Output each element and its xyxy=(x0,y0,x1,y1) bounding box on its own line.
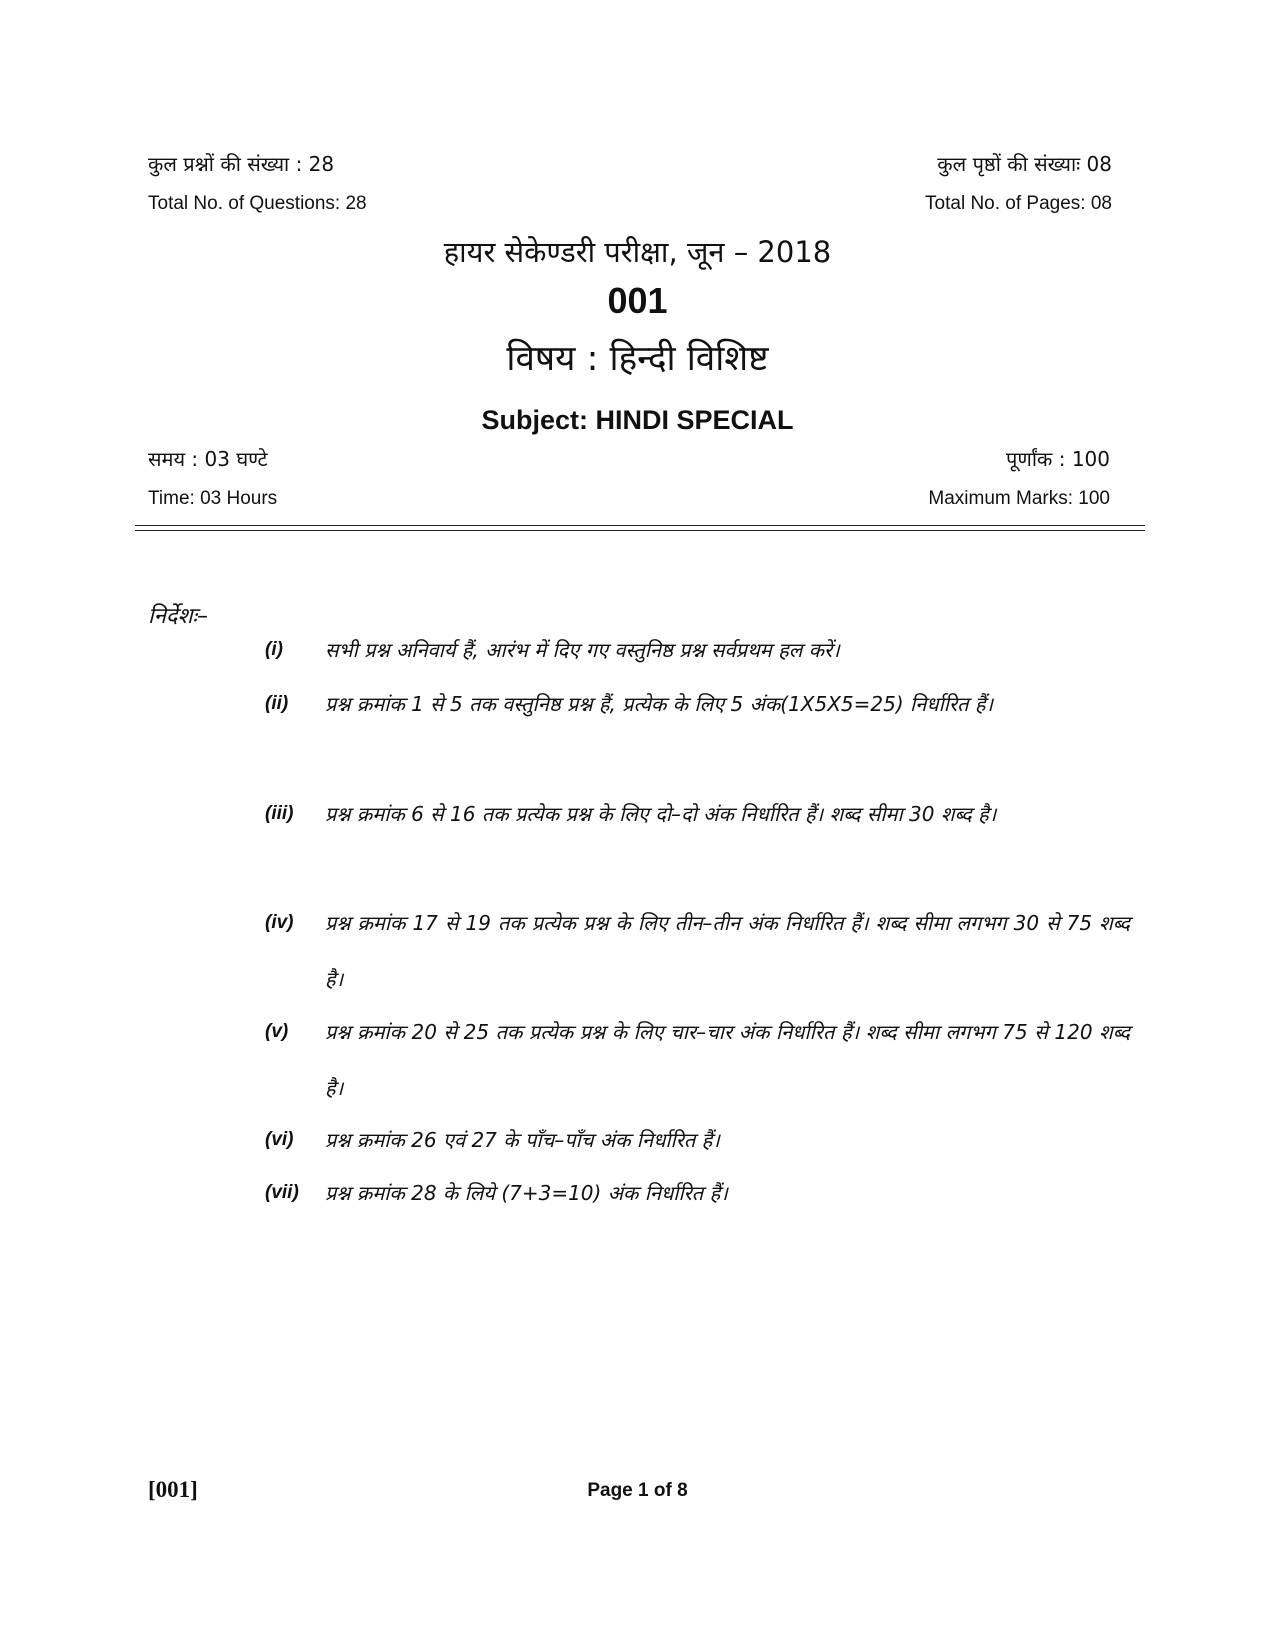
instruction-item xyxy=(265,676,1130,732)
instruction-text: प्रश्न क्रमांक 1 से 5 तक वस्तुनिष्ठ प्रश्न हैं, प्रत्येक के लिए 5 अंक(1X5X5=25) निर्धारित हैं। xyxy=(325,692,994,716)
paper-code: 001 xyxy=(607,280,668,321)
instruction-number: (iii) xyxy=(265,803,294,824)
instruction-text: प्रश्न क्रमांक 6 से 16 तक प्रत्येक प्रश्न के लिए दो–दो अंक निर्धारित हैं। शब्द सीमा 30 शब्द है। xyxy=(325,802,997,826)
instruction-text: प्रश्न क्रमांक 28 के लिये (7+3=10) अंक निर्धारित हैं। xyxy=(325,1181,728,1205)
instruction-text: प्रश्न क्रमांक 26 एवं 27 के पाँच–पाँच अंक निर्धारित हैं। xyxy=(325,1128,720,1152)
time-english: Time: 03 Hours xyxy=(148,488,278,509)
question-count-english: Total No. of Questions: 28 xyxy=(148,193,367,214)
max-marks-english: Maximum Marks: 100 xyxy=(928,488,1110,509)
header-divider-top xyxy=(135,525,1145,526)
page-count-english: Total No. of Pages: 08 xyxy=(925,193,1112,214)
header-divider-bottom xyxy=(135,530,1145,531)
instruction-number: (ii) xyxy=(265,693,289,714)
instruction-item xyxy=(265,1004,1130,1116)
instruction-item xyxy=(265,1165,1130,1221)
subject-hindi: विषय : हिन्दी विशिष्ट xyxy=(506,339,769,379)
footer-paper-code: [001] xyxy=(148,1477,198,1502)
question-count-hindi: कुल प्रश्नों की संख्या : 28 xyxy=(148,152,335,176)
instruction-item xyxy=(265,895,1130,1007)
instruction-item xyxy=(265,622,1130,678)
page-count-hindi: कुल पृष्ठों की संख्याः 08 xyxy=(937,152,1112,176)
max-marks-hindi: पूर्णांक : 100 xyxy=(1006,447,1110,471)
time-hindi: समय : 03 घण्टे xyxy=(148,447,268,471)
instruction-item xyxy=(265,1112,1130,1168)
instruction-text: सभी प्रश्न अनिवार्य हैं, आरंभ में दिए गए वस्तुनिष्ठ प्रश्न सर्वप्रथम हल करें। xyxy=(325,638,840,662)
instruction-number: (v) xyxy=(265,1021,289,1042)
instruction-number: (i) xyxy=(265,639,283,660)
instruction-number: (vi) xyxy=(265,1129,294,1150)
instruction-text: प्रश्न क्रमांक 17 से 19 तक प्रत्येक प्रश्न के लिए तीन–तीन अंक निर्धारित हैं। शब्द सीमा लगभग 30 से 75 शब्द है। xyxy=(325,911,1130,991)
instruction-number: (vii) xyxy=(265,1182,299,1203)
subject-english: Subject: HINDI SPECIAL xyxy=(481,405,794,435)
instruction-number: (iv) xyxy=(265,912,294,933)
instruction-item xyxy=(265,786,1130,842)
footer-page-number: Page 1 of 8 xyxy=(587,1480,688,1501)
instructions-heading: निर्देशः– xyxy=(148,604,208,629)
instruction-text: प्रश्न क्रमांक 20 से 25 तक प्रत्येक प्रश्न के लिए चार–चार अंक निर्धारित हैं। शब्द सीमा लगभग 75 से 120 शब्द है। xyxy=(325,1020,1130,1100)
exam-title: हायर सेकेण्डरी परीक्षा, जून – 2018 xyxy=(443,235,832,269)
